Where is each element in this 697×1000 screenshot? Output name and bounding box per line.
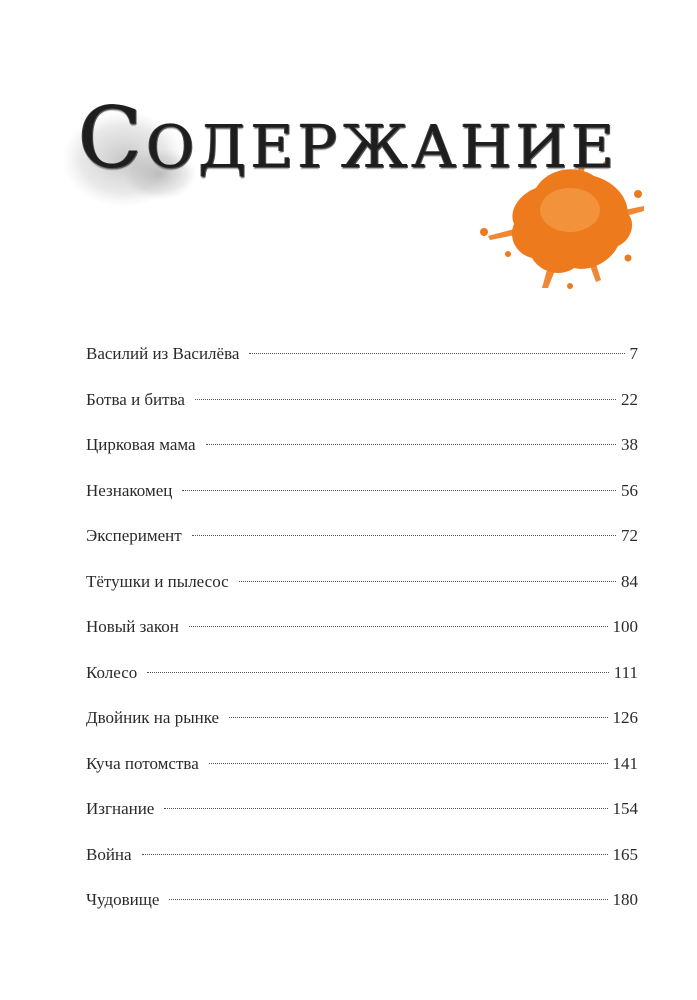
page-title: Содержание — [78, 89, 619, 187]
toc-entry-title: Незнакомец — [86, 480, 173, 500]
toc-dot-leader — [189, 626, 608, 627]
toc-entry — [86, 791, 638, 837]
toc-dot-leader — [192, 535, 616, 536]
toc-entry-title: Новый закон — [86, 617, 179, 636]
toc-entry-page-number: 72 — [621, 526, 638, 545]
toc-dot-leader — [229, 717, 607, 718]
toc-entry-title: Колесо — [86, 662, 138, 682]
contents-heading — [60, 78, 640, 288]
toc-entry-page-number: 180 — [612, 890, 638, 909]
toc-entry — [86, 473, 638, 519]
toc-entry — [86, 700, 638, 746]
toc-entry-page-number: 7 — [629, 344, 638, 363]
toc-entry-page-number: 111 — [613, 662, 638, 682]
toc-dot-leader — [169, 899, 607, 900]
toc-entry — [86, 746, 638, 792]
toc-entry-title: Чудовище — [86, 890, 160, 909]
toc-dot-leader — [164, 808, 607, 809]
toc-dot-leader — [147, 672, 608, 673]
toc-entry — [86, 837, 638, 883]
toc-entry-title: Изгнание — [86, 799, 155, 818]
toc-entry-page-number: 38 — [621, 435, 638, 454]
toc-dot-leader — [249, 353, 624, 354]
toc-entry — [86, 882, 638, 928]
toc-entry — [86, 564, 638, 610]
toc-entry-title: Двойник на рынке — [86, 708, 220, 727]
toc-entry-title: Куча потомства — [86, 753, 199, 773]
toc-dot-leader — [182, 490, 616, 491]
toc-entry-page-number: 56 — [621, 480, 638, 500]
toc-entry — [86, 382, 638, 428]
toc-entry-page-number: 154 — [612, 799, 638, 818]
toc-entry-page-number: 126 — [612, 708, 638, 727]
toc-dot-leader — [206, 444, 616, 445]
toc-entry-page-number: 165 — [612, 844, 638, 864]
toc-entry — [86, 655, 638, 701]
toc-dot-leader — [142, 854, 608, 855]
toc-entry-title: Тётушки и пылесос — [86, 571, 229, 591]
table-of-contents — [86, 336, 638, 928]
toc-entry — [86, 336, 638, 382]
toc-entry-title: Цирковая мама — [86, 435, 196, 454]
toc-entry-page-number: 141 — [612, 753, 638, 773]
toc-entry-title: Война — [86, 844, 132, 864]
toc-entry-page-number: 84 — [621, 571, 638, 591]
toc-entry-page-number: 22 — [621, 389, 638, 409]
toc-dot-leader — [209, 763, 608, 764]
toc-entry — [86, 518, 638, 564]
toc-dot-leader — [239, 581, 616, 582]
toc-entry-title: Эксперимент — [86, 526, 182, 545]
toc-dot-leader — [195, 399, 616, 400]
toc-entry-page-number: 100 — [612, 617, 638, 636]
toc-entry — [86, 427, 638, 473]
toc-entry-title: Ботва и битва — [86, 389, 185, 409]
toc-entry-title: Василий из Василёва — [86, 344, 240, 363]
toc-entry — [86, 609, 638, 655]
